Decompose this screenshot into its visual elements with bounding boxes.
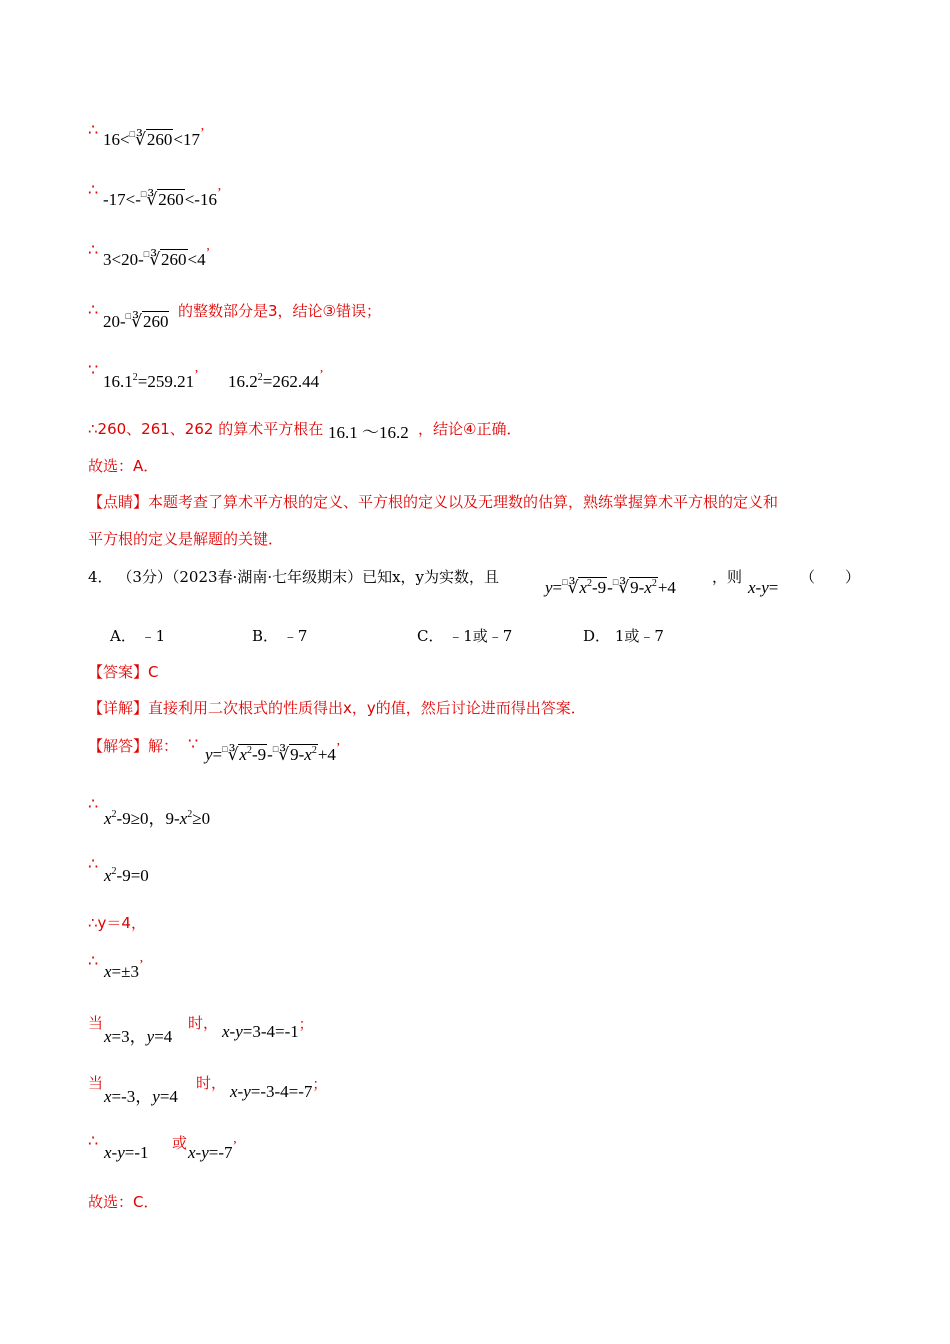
inequality-1: 16<□∛260<17’: [103, 126, 205, 149]
y-equals-4: ∴y＝4，: [88, 914, 146, 932]
therefore-symbol: ∴: [88, 854, 99, 873]
shi-label: 时，: [188, 1014, 219, 1032]
option-d: D． 1或﹣7: [583, 627, 664, 645]
question-score: （3分）: [117, 568, 172, 586]
solution-label: 【解答】解：: [88, 737, 179, 755]
therefore-symbol: ∴: [88, 1131, 99, 1150]
option-c: C． ﹣1或﹣7: [417, 627, 513, 645]
x-plus-minus-3: x=±3’: [104, 958, 144, 981]
therefore-symbol: ∴: [88, 794, 99, 813]
option-b: B． ﹣7: [252, 627, 308, 645]
therefore-symbol: ∴: [88, 951, 99, 970]
answer-blank: （ ）: [800, 568, 861, 586]
conclusion-4-suffix: ，结论④正确．: [418, 420, 522, 438]
expression-20-minus-root: 20-□∛260: [103, 311, 169, 331]
case-2-result: x-y=-3-4=-7；: [230, 1078, 327, 1101]
because-symbol: ∵: [188, 734, 199, 753]
therefore-symbol: ∴: [88, 240, 99, 259]
x-squared-minus-9: $x^2-9=0$: [104, 866, 149, 885]
dianjing-line-2: 平方根的定义是解题的关键．: [88, 530, 284, 548]
solution-equation: $y=^□∛x^2-9-^□∛9-x^2+4^’$: [205, 741, 341, 764]
result-minus-7: x-y=-7’: [188, 1139, 238, 1162]
result-minus-1: x-y=-1: [104, 1143, 149, 1162]
condition-nonnegative: $x^2-9\ge 0$，$9-x^2\ge 0$: [104, 809, 211, 828]
square-16-1: $16.1^2=259.21^’$: [103, 368, 199, 391]
conclusion-4-prefix: ∴260、261、262 的算术平方根在: [88, 420, 324, 438]
question-text-then: ，则: [712, 568, 743, 586]
when-label: 当: [88, 1074, 104, 1092]
range-16-1-16-2: 16.1 ～16.2: [328, 423, 409, 442]
question-equation: $y=^□∛x^2-9-^□∛9-x^2+4$: [545, 577, 676, 597]
detail-text: 【详解】直接利用二次根式的性质得出x，y的值，然后讨论进而得出答案．: [88, 699, 586, 717]
inequality-3: 3<20-□∛260<4’: [103, 246, 211, 269]
choose-answer-a: 故选：A．: [88, 457, 159, 475]
answer-label: 【答案】C: [88, 663, 159, 681]
choose-answer-c: 故选：C．: [88, 1193, 159, 1211]
therefore-symbol: ∴: [88, 180, 99, 199]
question-ask: x-y=: [748, 578, 779, 597]
shi-label: 时，: [196, 1074, 227, 1092]
dianjing-line-1: 【点睛】本题考查了算术平方根的定义、平方根的定义以及无理数的估算，熟练掌握算术平方根的定义和: [88, 493, 779, 511]
question-source: （2023春·湖南·七年级期末）: [171, 568, 363, 586]
or-label: 或: [172, 1134, 188, 1152]
option-a: A． ﹣1: [110, 627, 166, 645]
square-16-2: $16.2^2=262.44^’$: [228, 368, 324, 391]
question-number: 4．: [88, 568, 113, 586]
case-1-result: x-y=3-4=-1；: [222, 1018, 313, 1041]
integer-part-conclusion: 的整数部分是3，结论③错误；: [178, 302, 381, 320]
when-label: 当: [88, 1014, 104, 1032]
therefore-symbol: ∴: [88, 300, 99, 319]
therefore-symbol: ∴: [88, 120, 99, 139]
case-1-condition: x=3，y=4: [104, 1027, 173, 1046]
inequality-2: -17<-□∛260<-16’: [103, 186, 222, 209]
question-4-header: [88, 566, 499, 587]
case-2-condition: x=-3，y=4: [104, 1087, 178, 1106]
question-text: 已知x，y为实数，且: [362, 568, 500, 586]
because-symbol: ∵: [88, 360, 99, 379]
